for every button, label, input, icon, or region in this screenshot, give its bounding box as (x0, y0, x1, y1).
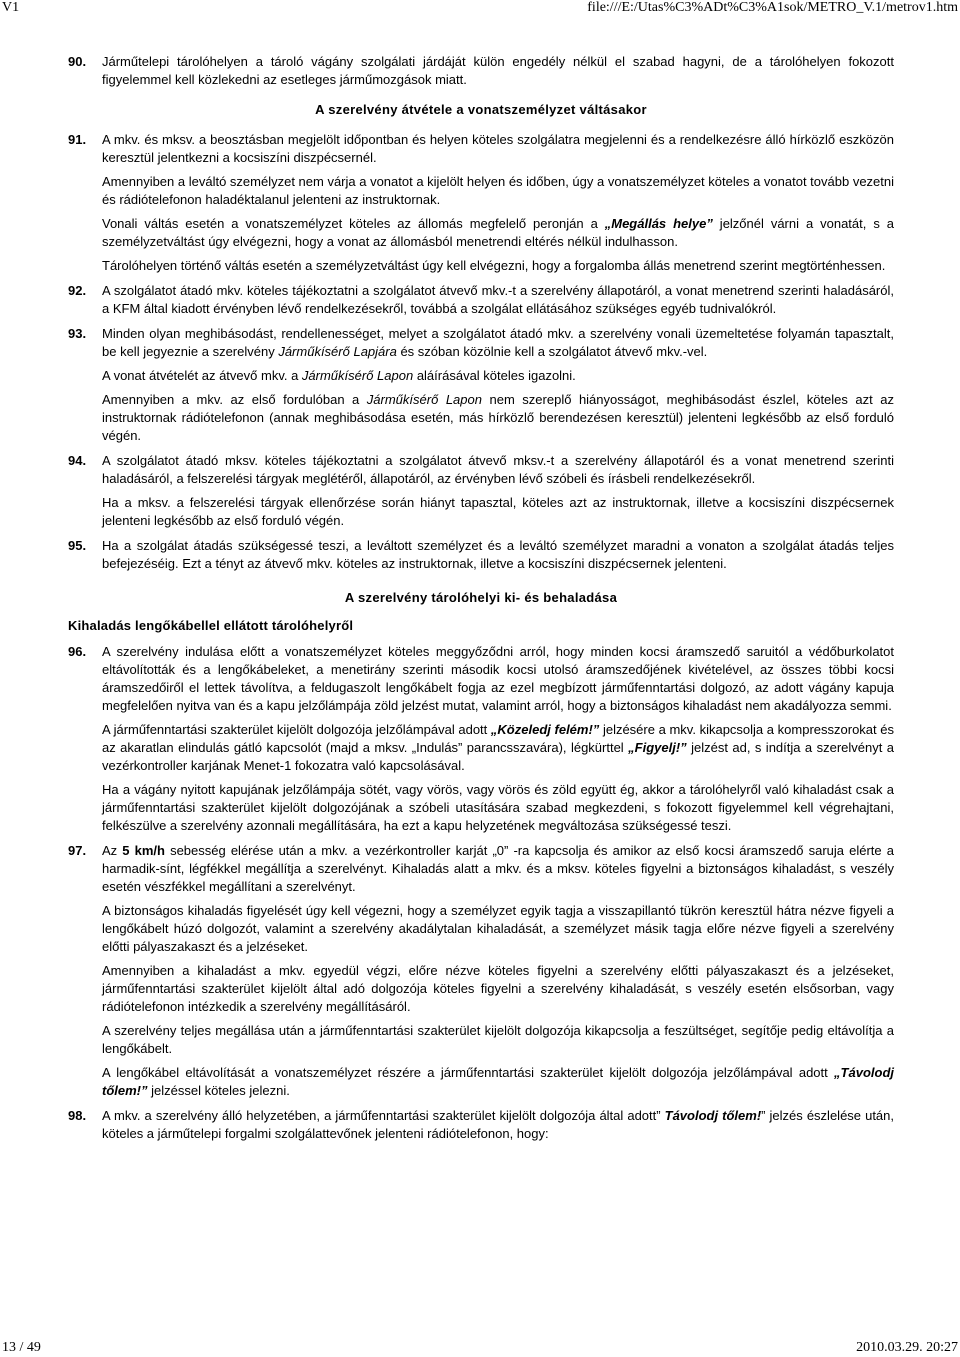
paragraph-text: Az 5 km/h sebesség elérése után a mkv. a vezérkontroller karját „0” -ra kapcsolja és amikor az első kocsi áramszedő saruja elérte a harmadik-sínt, légfékkel megállítja a szerelvényt. Kihaladás alatt a mkv. és a mksv. köteles figyelni a biztonságos kihaladást, s veszély esetén vészfékkel megállítani a szerelvényt. (102, 843, 894, 894)
paragraph-text: Amennyiben a mkv. az első fordulóban a Járműkísérő Lapon nem szereplő hiányosságot, meghibásodást észlel, köteles azt az instruktornak rádiótelefonon (annak meghibásodása esetén, más hírközlő berendezésen keresztül) jelenteni legkésőbb az első forduló végén. (102, 392, 894, 443)
paragraph-text: A vonat átvételét az átvevő mkv. a Járműkísérő Lapon aláírásával köteles igazolni. (102, 368, 576, 383)
paragraph-text: A szerelvény indulása előtt a vonatszemélyzet köteles meggyőződni arról, hogy minden kocsi áramszedő saruitól a védőburkolatot eltávolították és a lengőkábeleket, a menetirány szerinti második kocsi utolsó áramszedőjének kivételével, az összes többi kocsi áramszedőiről el lettek távolítva, a feldugaszolt lengőkábelt fogja az ezel megbízott járműfenntartási dolgozó, az adott vágány kapuja megfelelően nyitva van és a kapu jelzőlámpája zöld jelzést mutat, valamint arról, hogy a biztonságos kihaladást nem akadályozza semmi. (102, 644, 894, 713)
paragraph-96 (68, 643, 894, 835)
paragraph-number: 93. (68, 326, 87, 341)
paragraph-number: 96. (68, 644, 87, 659)
paragraph-text: Minden olyan meghibásodást, rendellenességet, melyet a szolgálatot átadó mkv. a szerelvény vonali üzemeltetése folyamán tapasztalt, be kell jegyeznie a szerelvény Járműkísérő Lapjára és szóban közölnie kell a szolgálatot átvevő mkv.-vel. (102, 326, 894, 359)
paragraph-text: A járműfenntartási szakterület kijelölt dolgozója jelzőlámpával adott „Közeledj felém!” jelzésére a mkv. kikapcsolja a kompresszorokat és az akaratlan elindulás gátló kapcsolót (majd a mksv. „Indulás” parancsszavára), légkürttel „Figyelj!” jelzést ad, s indítja a szerelvényt a vezérkontroller karjának Menet-1 fokozatra való kapcsolásával. (102, 722, 895, 773)
paragraph-93 (68, 325, 894, 445)
paragraph-number: 98. (68, 1108, 87, 1123)
footer-page-number: 13 / 49 (2, 1340, 41, 1355)
paragraph-text: Tárolóhelyen történő váltás esetén a személyzetváltást úgy kell elvégezni, hogy a forgalomba állás menetrend szerint megtörténhessen. (102, 258, 886, 273)
paragraph-90 (68, 53, 894, 89)
paragraph-95 (68, 537, 894, 573)
paragraph-number: 95. (68, 538, 87, 553)
paragraph-text: Amennyiben a leváltó személyzet nem várja a vonatot a kijelölt helyen és időben, úgy a vonatszemélyzet köteles a vonatot tovább vezetni és rádiótelefonon haladéktalanul jelenteni az instruktornak. (102, 174, 895, 207)
section-heading-handover: A szerelvény átvétele a vonatszemélyzet váltásakor (315, 102, 647, 117)
paragraph-text: A lengőkábel eltávolítását a vonatszemélyzet részére a járműfenntartási szakterület kijelölt dolgozója jelzőlámpával adott „Távolodj tőlem!” jelzéssel köteles jelezni. (102, 1065, 894, 1098)
paragraph-text: A szerelvény teljes megállása után a járműfenntartási szakterület kijelölt dolgozója kikapcsolja a feszültséget, segítője pedig eltávolítja a lengőkábelt. (102, 1023, 894, 1056)
section-heading-depot-exit: A szerelvény tárolóhelyi ki- és behaladása (344, 590, 618, 605)
paragraph-number: 94. (68, 453, 87, 468)
footer-timestamp: 2010.03.29. 20:27 (856, 1340, 958, 1355)
paragraph-number: 97. (68, 843, 87, 858)
paragraph-94 (68, 452, 894, 530)
header-left-title: V1 (2, 0, 20, 15)
paragraph-number: 90. (68, 54, 87, 69)
subsection-heading-cable-exit: Kihaladás lengőkábellel ellátott tárolóhelyről (68, 618, 354, 633)
paragraph-98 (68, 1107, 894, 1143)
paragraph-number: 91. (68, 132, 87, 147)
paragraph-text: Ha a vágány nyitott kapujának jelzőlámpája sötét, vagy vörös, vagy vörös és zöld együtt ég, akkor a tárolóhelyről való kihaladást csak a járműfenntartási szakterület kijelölt dolgozójának a szóbeli utasítására szabad megkezdeni, s fokozott figyelemmel kell végrehajtani, felkészülve a szerelvény azonnali megállítására, ha ezt a kapu helyzetének megváltozása szükségessé teszi. (102, 782, 894, 833)
paragraph-92 (68, 282, 894, 318)
paragraph-text: Vonali váltás esetén a vonatszemélyzet köteles az állomás megfelelő peronján a „Megállás helye” jelzőnél várni a vonatát, s a személyzetváltást úgy elvégezni, hogy a vonat az állomásból menetrendi eltérés nélkül indulhasson. (102, 216, 894, 249)
paragraph-text: Járműtelepi tárolóhelyen a tároló vágány szolgálati járdáját külön engedély nélkül el szabad hagyni, de a tárolóhelyen fokozott figyelemmel kell közlekedni az esetleges járműmozgások miatt. (102, 54, 894, 87)
paragraph-text: A szolgálatot átadó mksv. köteles tájékoztatni a szolgálatot átvevő mksv.-t a szerelvény állapotáról és a vonat menetrend szerinti haladásáról, a felszerelési tárgyak meglétéről, állapotáról, az érvényben lévő szóbeli és írásbeli rendelkezésekről. (102, 453, 894, 486)
paragraph-text: A mkv. és mksv. a beosztásban megjelölt időpontban és helyen köteles szolgálatra megjelenni és a rendelkezésre álló hírközlő eszközön keresztül jelentkezni a kocsiszíni diszpécsernél. (102, 132, 894, 165)
paragraph-text: A mkv. a szerelvény álló helyzetében, a járműfenntartási szakterület kijelölt dolgozója által adott” Távolodj tőlem!” jelzés észlelése után, köteles a járműtelepi forgalmi szolgálattevőnek jelenteni rádiótelefonon, hogy: (102, 1108, 894, 1141)
paragraph-text: Ha a mksv. a felszerelési tárgyak ellenőrzése során hiányt tapasztal, köteles azt az instruktornak, illetve a kocsiszíni diszpécsernek jelenteni legkésőbb az első forduló végén. (102, 495, 894, 528)
paragraph-91 (68, 131, 894, 275)
paragraph-text: Amennyiben a kihaladást a mkv. egyedül végzi, előre nézve köteles figyelni a szerelvény előtti pályaszakaszt és a jelzéseket, járműfenntartási szakterület kijelölt által adó dolgozója köteles figyelni a szerelvény kihaladását, s veszély esetén elsősorban, vagy rádiótelefonon intézkedik a szerelvény megállításáról. (102, 963, 894, 1014)
paragraph-number: 92. (68, 283, 87, 298)
paragraph-text: A biztonságos kihaladás figyelését úgy kell végezni, hogy a személyzet egyik tagja a visszapillantó tükrön keresztül hátra nézve figyeli a lengőkábelt húzó dolgozót, valamint a szerelvény akadálytalan kihaladását, a személyzet másik tagja előre nézve figyeli a szerelvény előtti pályaszakaszt és a jelzéseket. (102, 903, 894, 954)
paragraph-text: A szolgálatot átadó mkv. köteles tájékoztatni a szolgálatot átvevő mkv.-t a szerelvény állapotáról, a vonat menetrend szerinti haladásáról, a KFM által kiadott érvényben lévő rendelkezésekről, továbbá a szolgálat ellátásához szükséges egyéb tudnivalókról. (102, 283, 894, 316)
paragraph-97 (68, 842, 894, 1100)
document-content (68, 53, 894, 1143)
paragraph-text: Ha a szolgálat átadás szükségessé teszi, a leváltott személyzet és a leváltó személyzet maradni a vonaton a szolgálat átadás teljes befejezéséig. Ezt a tényt az átvevő mkv. köteles az instruktornak, illetve a kocsiszíni diszpécsernek jelenteni. (102, 538, 894, 571)
header-file-url: file:///E:/Utas%C3%ADt%C3%A1sok/METRO_V.1/metrov1.htm (587, 0, 958, 15)
